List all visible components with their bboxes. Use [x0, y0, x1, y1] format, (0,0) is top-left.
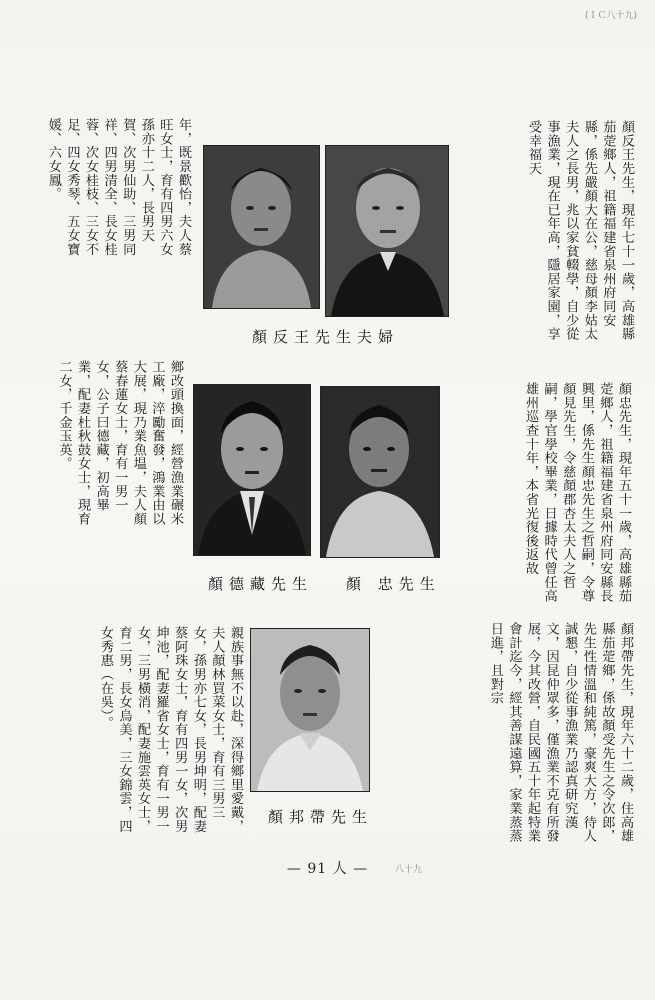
portrait-yan-de-zang-image — [194, 385, 310, 555]
portrait-yan-zhong-image — [321, 387, 439, 557]
photo-yan-de-zang — [193, 384, 311, 556]
section2-right-text: 顏忠先生，現年五十一歲，高雄縣茄萣鄉人，祖籍福建省泉州府同安縣長興里，係先生顏忠先生之哲嗣，令尊顏見先生，令慈顏郡杏太夫人之哲嗣，學官學校畢業，日據時代曾任高雄州巡查十年，本省光復後返故 — [523, 382, 631, 603]
photo-yan-bang-dai — [250, 628, 370, 792]
photo-yan-zhong — [320, 386, 440, 558]
section2-caption-right: 顏 忠先生 — [346, 575, 441, 593]
section1-left-text: 年，既景歡怡，夫人蔡旺女士，育有四男六女孫亦十二人，長男天賀、次男仙助、三男同祥、四男清全、長女桂蓉、次女桂枝、三女不足、四女秀琴、五女寶媛、六女鳳。 — [45, 118, 191, 256]
photo-wife — [203, 145, 320, 309]
section3-caption: 顏邦帶先生 — [268, 808, 374, 826]
portrait-yan-bang-dai-image — [251, 629, 369, 791]
photo-husband — [325, 145, 449, 317]
section1-caption: 顏反王先生夫婦 — [252, 328, 400, 346]
section3-left-text: 親族事無不以赴，深得鄉里愛戴，夫人顏林買菜女士，育有三男三女，孫男亦七女，長男坤明，配妻蔡阿珠女士，育有四男一女，次男坤池，配妻羅省女士，育有一男一女，三男橫消，配妻施雲英女士，育二男，長女烏美，三女錦雲，四女秀惠（在吳）。 — [97, 626, 243, 833]
portrait-wife-image — [204, 146, 319, 308]
corner-mark-bottom: 八十九 — [395, 865, 423, 875]
section3-right-text: 顏邦帶先生，現年六十二歲，住高雄縣茄萣鄉，係故顏受先生之令次郎，先生性情溫和純篤，豪爽大方，待人誠懇，自少從事漁業乃認真研究漢文，因昆仲眾多，僅漁業不克有所發展，今其改營，自民國五十年起特業會計迄今，經其善謀遠算，家業蒸蒸日進，且對宗 — [487, 622, 633, 843]
page-number: — 91 人 — — [286, 861, 369, 877]
portrait-husband-image — [326, 146, 448, 316]
corner-mark-top: (ＩＣ八十九) — [585, 11, 638, 21]
section1-right-text: 顏反王先生，現年七十一歲，高雄縣茄萣鄉人，祖籍福建省泉州府同安縣，係先嚴顏大在公，慈母顏李姑太夫人之長男，兆以家貧輟學，自少從事漁業，現在已年高，隱居家園，享受幸福天 — [526, 120, 634, 341]
section2-left-text: 鄉改頭換面，經營漁業碾米工廠，淬勵奮發，鴻業由以大展，現乃業魚塭，夫人顏蔡春蓮女士，育有一男一女，公子曰德藏，初高畢業，配妻杜秋鼓女士，現育二女，千金玉英。 — [56, 360, 183, 526]
section2-caption-left: 顏德藏先生 — [208, 575, 314, 593]
